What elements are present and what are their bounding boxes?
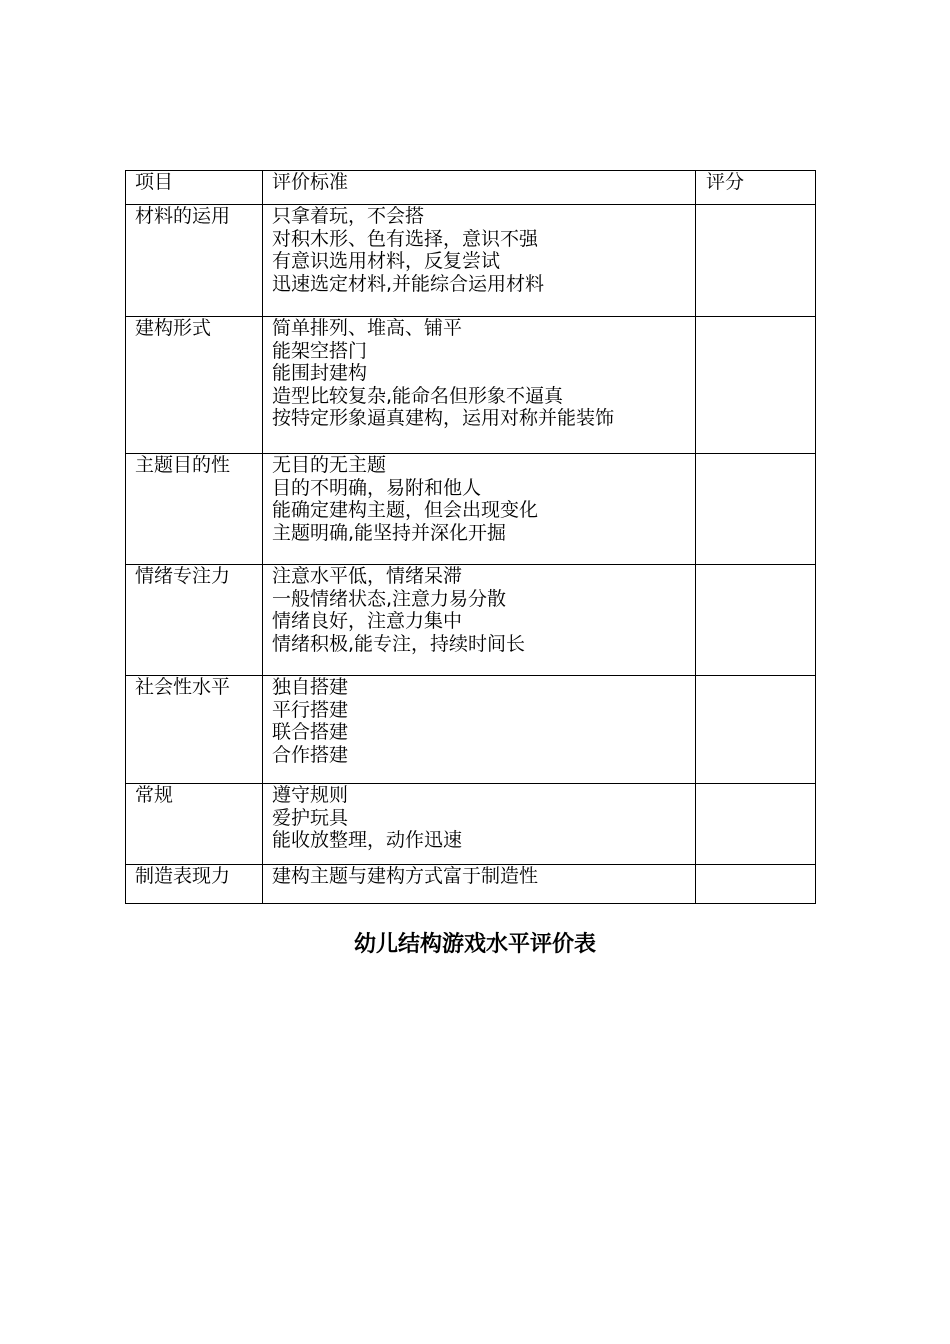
criteria-line: 注意水平低，情绪呆滞 [272, 565, 463, 587]
criteria-line: 平行搭建 [272, 698, 349, 721]
criteria-line: 一般情绪状态,注意力易分散 [272, 587, 507, 610]
criteria-line: 迅速选定材料,并能综合运用材料 [272, 272, 545, 295]
table-row [126, 317, 816, 454]
item-cell: 材料的运用 [126, 205, 263, 317]
score-cell[interactable] [696, 454, 816, 565]
criteria-cell [263, 865, 696, 904]
criteria-line: 能收放整理，动作迅速 [272, 829, 463, 851]
item-cell: 常规 [126, 784, 263, 865]
criteria-cell [263, 205, 696, 317]
criteria-line: 情绪良好，注意力集中 [272, 610, 463, 632]
score-cell[interactable] [696, 317, 816, 454]
table-row [126, 565, 816, 676]
criteria-line: 按特定形象逼真建构，运用对称并能装饰 [272, 407, 615, 429]
table-row [126, 454, 816, 565]
score-cell[interactable] [696, 676, 816, 784]
criteria-line: 独自搭建 [272, 676, 349, 698]
score-cell[interactable] [696, 865, 816, 904]
score-cell[interactable] [696, 205, 816, 317]
criteria-line: 只拿着玩，不会搭 [272, 205, 425, 227]
criteria-cell [263, 565, 696, 676]
criteria-line: 简单排列、堆高、铺平 [272, 317, 463, 339]
criteria-line: 造型比较复杂,能命名但形象不逼真 [272, 384, 564, 407]
criteria-line: 有意识选用材料，反复尝试 [272, 250, 501, 272]
criteria-line: 能架空搭门 [272, 339, 368, 362]
criteria-line: 联合搭建 [272, 721, 349, 743]
criteria-line: 能围封建构 [272, 362, 368, 384]
criteria-line: 主题明确,能坚持并深化开掘 [272, 521, 507, 544]
header-score: 评分 [696, 171, 816, 205]
table-row [126, 205, 816, 317]
score-cell[interactable] [696, 784, 816, 865]
item-cell: 情绪专注力 [126, 565, 263, 676]
item-cell: 主题目的性 [126, 454, 263, 565]
item-cell: 制造表现力 [126, 865, 263, 904]
criteria-line: 合作搭建 [272, 743, 349, 766]
table-row [126, 865, 816, 904]
criteria-cell [263, 317, 696, 454]
criteria-line: 情绪积极,能专注，持续时间长 [272, 632, 526, 655]
criteria-line: 建构主题与建构方式富于制造性 [272, 865, 539, 887]
table-header-row [126, 171, 816, 205]
criteria-cell [263, 784, 696, 865]
item-cell: 建构形式 [126, 317, 263, 454]
item-cell: 社会性水平 [126, 676, 263, 784]
evaluation-table [125, 170, 816, 904]
criteria-cell [263, 454, 696, 565]
criteria-cell [263, 676, 696, 784]
score-cell[interactable] [696, 565, 816, 676]
criteria-line: 爱护玩具 [272, 806, 349, 829]
header-criteria: 评价标准 [263, 171, 696, 205]
table-row [126, 676, 816, 784]
criteria-line: 遵守规则 [272, 784, 349, 806]
criteria-line: 对积木形、色有选择，意识不强 [272, 227, 539, 250]
header-item: 项目 [126, 171, 263, 205]
criteria-line: 目的不明确，易附和他人 [272, 476, 482, 499]
table-row [126, 784, 816, 865]
table-caption: 幼儿结构游戏水平评价表 [353, 932, 596, 957]
criteria-line: 能确定建构主题，但会出现变化 [272, 499, 539, 521]
criteria-line: 无目的无主题 [272, 454, 387, 476]
